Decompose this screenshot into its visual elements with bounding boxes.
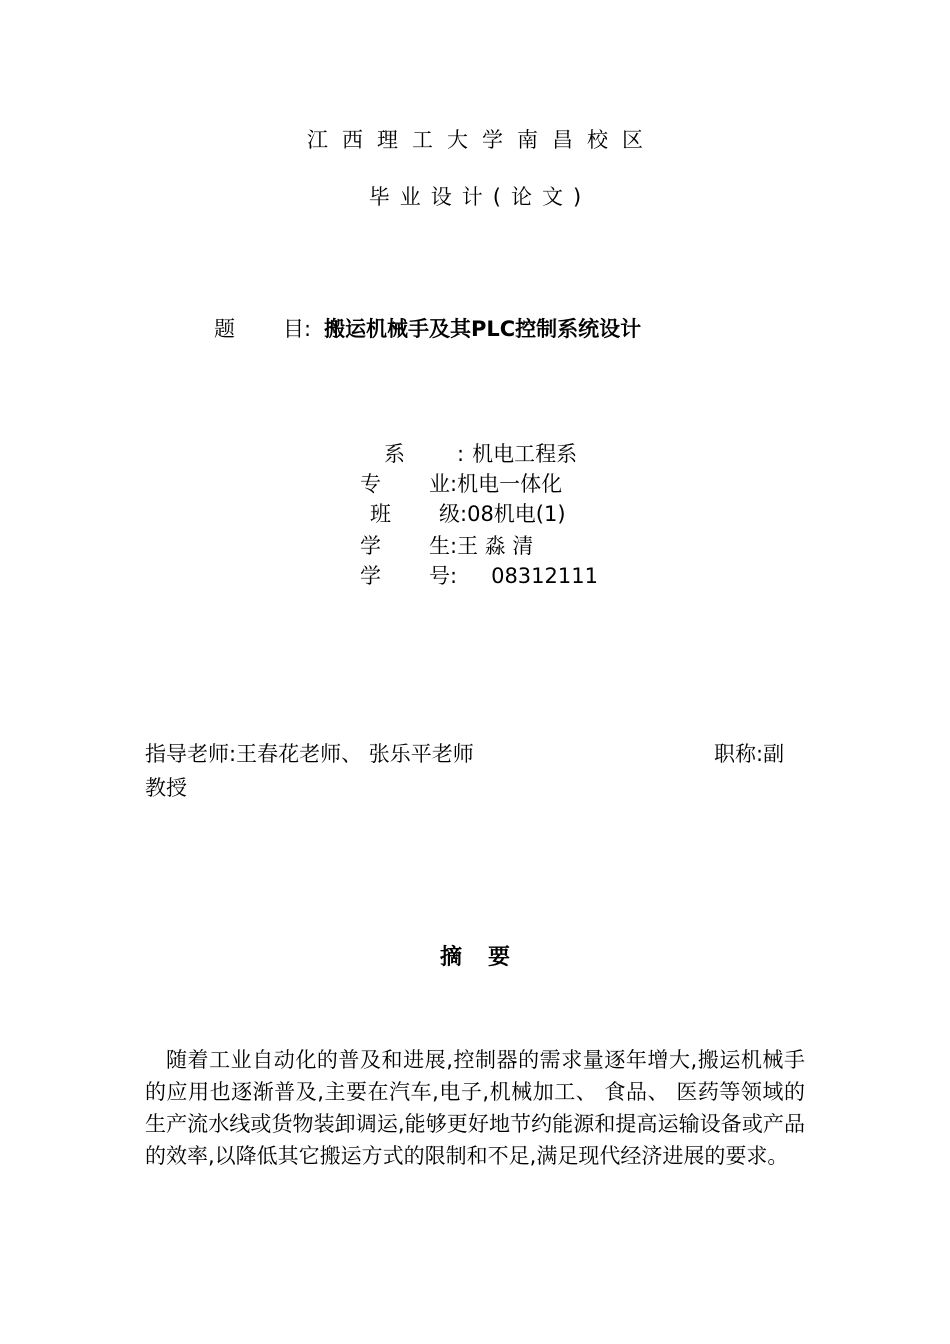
major-label-second: 业: <box>429 472 458 496</box>
thesis-title-row <box>214 313 641 343</box>
student-name: 王 淼 清 <box>457 534 534 558</box>
thesis-title-label-second: 目: <box>283 317 312 341</box>
student-id-label-first: 学 <box>360 564 381 588</box>
major-label-first: 专 <box>360 472 381 496</box>
rank-value-first: 副 <box>763 742 785 766</box>
abstract-paragraph: 随着工业自动化的普及和进展,控制器的需求量逐年增大,搬运机械手的应用也逐渐普及,主要在汽车,电子,机械加工、 食品、 医药等领域的生产流水线或货物装卸调运,能够更好地节约能源和提高运输设备或产品的效率,以降低其它搬运方式的限制和不足,满足现代经济进展的要求。 <box>145 1048 805 1168</box>
info-row-student-id <box>360 560 598 590</box>
info-row-department <box>384 438 577 468</box>
rank-value-continued: 教授 <box>145 776 187 800</box>
info-row-class <box>370 498 566 528</box>
department-value: 机电工程系 <box>472 442 578 466</box>
student-id-value: 08312111 <box>491 564 598 588</box>
document-type: 毕业设计(论文) <box>368 185 592 209</box>
rank-label: 职称: <box>714 742 764 766</box>
thesis-title: 搬运机械手及其PLC控制系统设计 <box>324 317 642 341</box>
advisor-names: 王春花老师、 张乐平老师 <box>236 742 474 766</box>
thesis-title-label-first: 题 <box>214 317 235 341</box>
school-name: 江西理工大学南昌校区 <box>307 128 657 152</box>
class-label-first: 班 <box>370 502 391 526</box>
student-label-second: 生: <box>429 534 458 558</box>
class-value: 08机电(1) <box>467 502 566 526</box>
abstract-heading: 摘要 <box>439 945 536 970</box>
class-label-second: 级: <box>439 502 468 526</box>
department-label: 系 <box>384 442 405 466</box>
advisor-label: 指导老师: <box>145 742 237 766</box>
advisor-line <box>145 738 474 768</box>
rank-line <box>714 738 784 768</box>
student-id-label-second: 号: <box>429 564 458 588</box>
info-row-student <box>360 530 533 560</box>
major-value: 机电一体化 <box>457 472 563 496</box>
student-label-first: 学 <box>360 534 381 558</box>
info-row-major <box>360 468 562 498</box>
department-colon: : <box>457 442 465 466</box>
thesis-title-label <box>214 313 324 343</box>
